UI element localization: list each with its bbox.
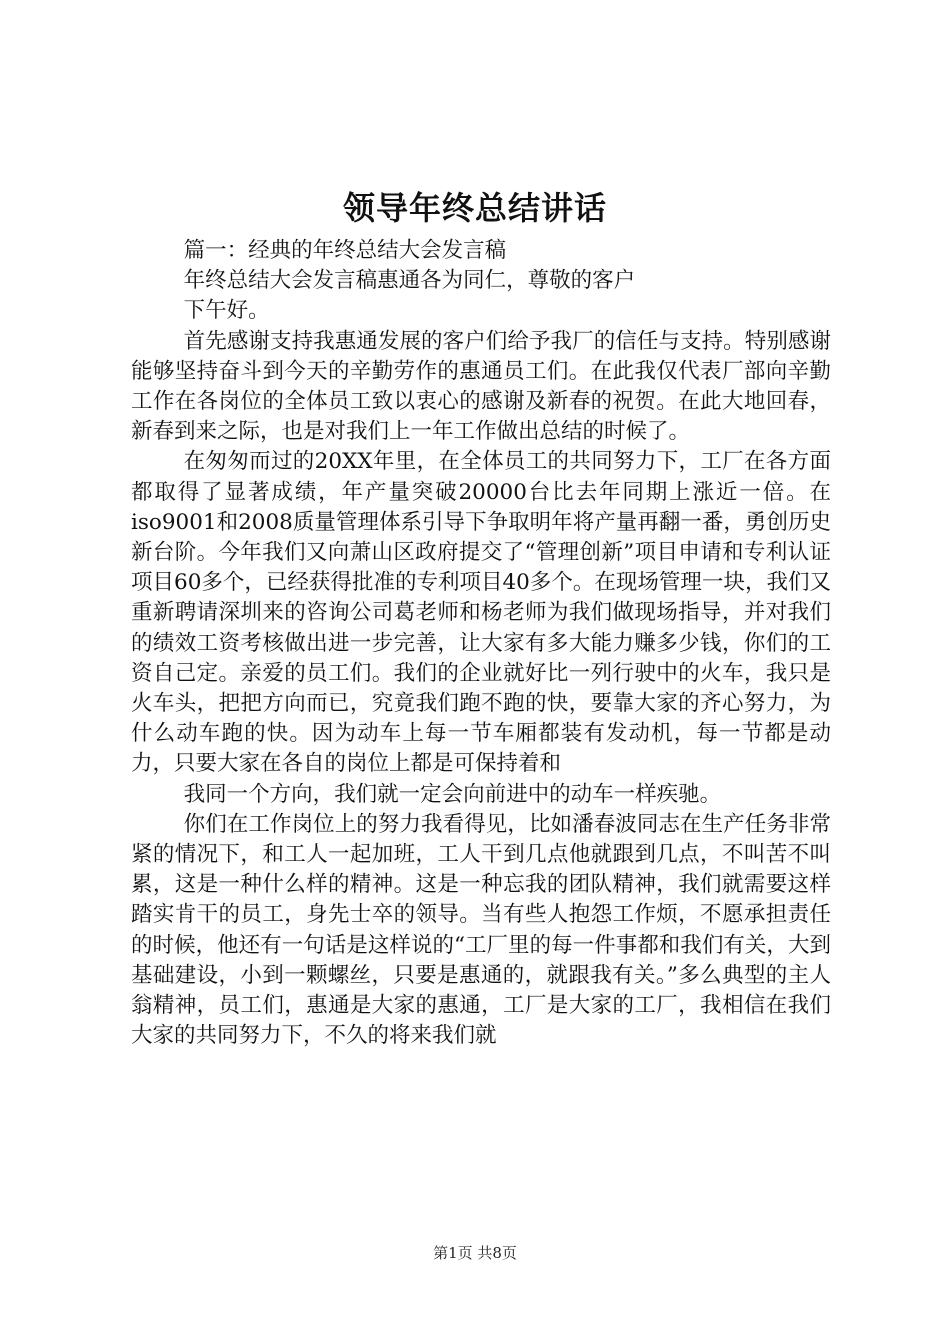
page-footer: 第1页 共8页 [433, 1244, 517, 1262]
body-paragraph: 你们在工作岗位上的努力我看得见，比如潘春波同志在生产任务非常紧的情况下，和工人一起加班，工人干到几点他就跟到几点，不叫苦不叫累，这是一种什么样的精神。这是一种忘我的团队精神，我们就需要这样踏实肯干的员工，身先士卒的领导。当有些人抱怨工作烦，不愿承担责任的时候，他还有一句话是这样说的“工厂里的每一件事都和我们有关，大到基础建设，小到一颗螺丝，只要是惠通的，就跟我有关。”多么典型的主人翁精神，员工们，惠通是大家的惠通，工厂是大家的工厂，我相信在我们大家的共同努力下，不久的将来我们就 [131, 811, 831, 1049]
greeting-paragraph: 下午好。 [183, 298, 270, 324]
speech-heading: 年终总结大会发言稿惠通各为同仁，尊敬的客户 [183, 268, 636, 294]
document-body [131, 236, 831, 1051]
body-paragraph: 我同一个方向，我们就一定会向前进中的动车一样疾驰。 [183, 781, 722, 807]
body-paragraph: 在匆匆而过的20XX年里，在全体员工的共同努力下，工厂在各方面都取得了显著成绩，年产量突破20000台比去年同期上涨近一倍。在iso9001和2008质量管理体系引导下争取明年将产量再翻一番，勇创历史新台阶。今年我们又向萧山区政府提交了“管理创新”项目申请和专利认证项目60多个，已经获得批准的专利项目40多个。在现场管理一块，我们又重新聘请深圳来的咨询公司葛老师和杨老师为我们做现场指导，并对我们的绩效工资考核做出进一步完善，让大家有多大能力赚多少钱，你们的工资自己定。亲爱的员工们。我们的企业就好比一列行驶中的火车，我只是火车头，把把方向而已，究竟我们跑不跑的快，要靠大家的齐心努力，为什么动车跑的快。因为动车上每一节车厢都装有发动机，每一节都是动力，只要大家在各自的岗位上都是可保持着和 [131, 449, 831, 777]
document-title: 领导年终总结讲话 [342, 189, 607, 227]
section-heading: 篇一：经典的年终总结大会发言稿 [183, 238, 507, 263]
body-paragraph: 首先感谢支持我惠通发展的客户们给予我厂的信任与支持。特别感谢能够坚持奋斗到今天的辛勤劳作的惠通员工们。在此我仅代表厂部向辛勤工作在各岗位的全体员工致以衷心的感谢及新春的祝贺。在此大地回春，新春到来之际，也是对我们上一年工作做出总结的时候了。 [131, 328, 831, 445]
